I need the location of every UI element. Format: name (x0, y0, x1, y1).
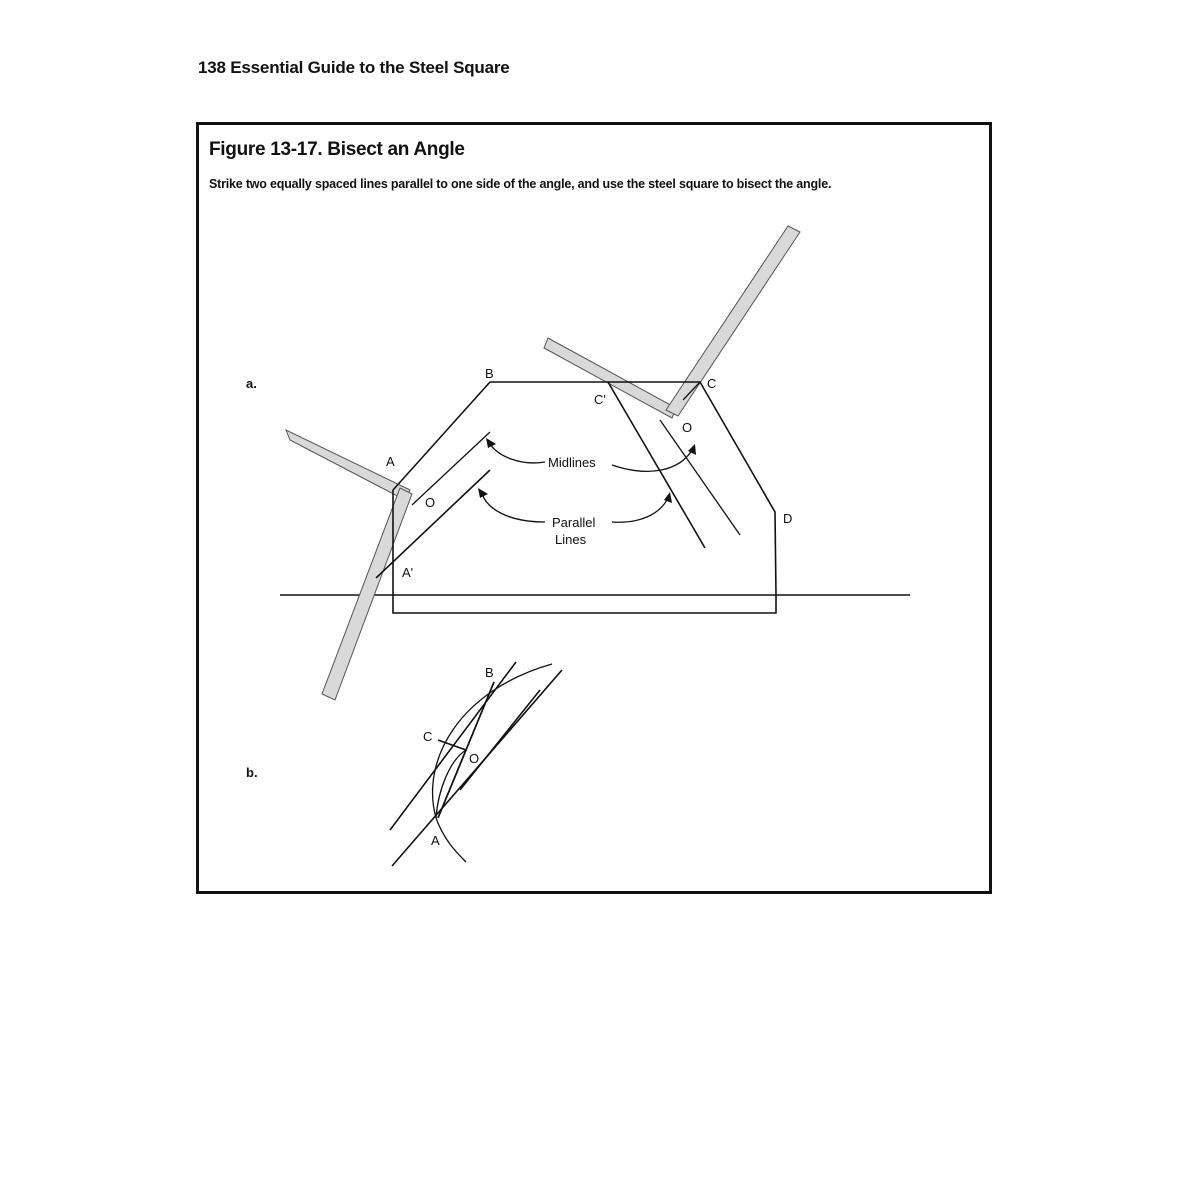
callout-lines: Lines (555, 532, 587, 547)
label-a-B: B (485, 366, 494, 381)
parallel-arrow-right (612, 498, 668, 522)
b-midline (460, 690, 540, 790)
panel-label-b: b. (246, 765, 258, 780)
label-a-C-prime: C' (594, 392, 606, 407)
label-b-O: O (469, 751, 480, 766)
b-line-BO (466, 682, 494, 750)
callout-parallel: Parallel (552, 515, 596, 530)
label-a-A: A (386, 454, 395, 469)
right-midline (660, 420, 740, 535)
steel-square-right (544, 226, 800, 418)
label-a-D: D (783, 511, 793, 526)
panel-label-a: a. (246, 376, 257, 391)
midlines-arrow-right (612, 450, 692, 471)
label-b-A: A (431, 833, 440, 848)
figure-title: Figure 13-17. Bisect an Angle (209, 139, 465, 160)
label-a-A-prime: A' (402, 565, 414, 580)
midlines-arrowhead-left (486, 438, 496, 448)
label-b-B: B (485, 665, 494, 680)
label-b-C: C (423, 729, 433, 744)
label-a-O-right: O (682, 420, 693, 435)
label-a-O-left: O (425, 495, 436, 510)
label-a-C: C (707, 376, 717, 391)
b-arc-bottom (436, 818, 466, 862)
running-head: 138 Essential Guide to the Steel Square (198, 58, 510, 77)
parallel-arrowhead-right (664, 492, 672, 503)
board-bottom (393, 595, 776, 613)
parallel-arrow-left (482, 494, 545, 522)
parallel-arrowhead-left (478, 488, 488, 498)
angle-outline (393, 382, 776, 595)
figure-caption: Strike two equally spaced lines parallel to one side of the angle, and use the steel square to bisect the angle. (209, 177, 832, 191)
left-midline (412, 432, 490, 505)
midlines-arrow-left (490, 444, 545, 463)
callout-midlines: Midlines (548, 455, 596, 470)
